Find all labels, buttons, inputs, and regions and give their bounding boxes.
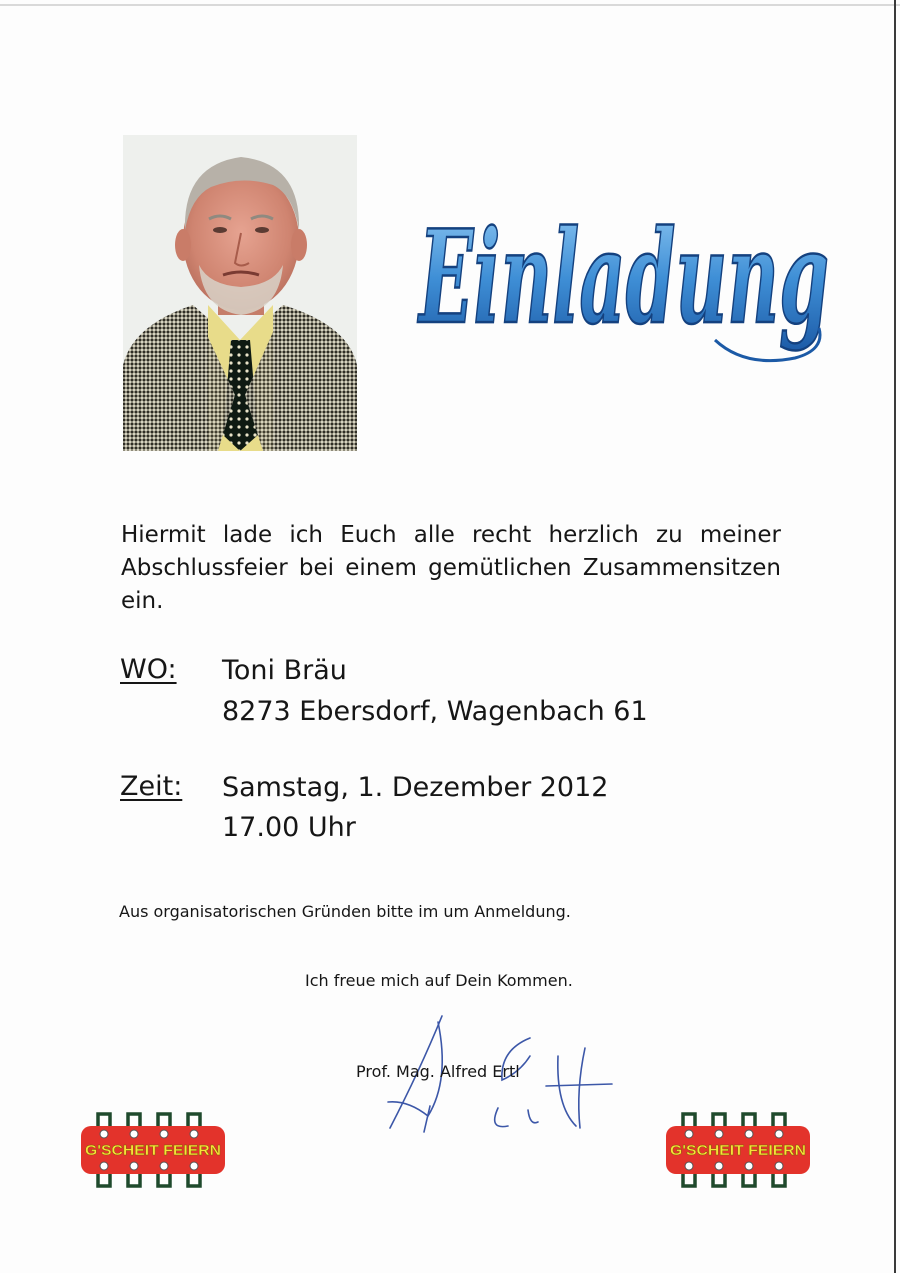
sender-name: Prof. Mag. Alfred Ertl <box>356 1062 520 1081</box>
invitation-title <box>415 190 835 370</box>
intro-text: Hiermit lade ich Euch alle recht herzlich zu meiner Abschlussfeier bei einem gemütlichen Zusammensitzen ein. <box>121 522 781 614</box>
time-line1: Samstag, 1. Dezember 2012 <box>222 772 609 803</box>
where-line1: Toni Bräu <box>222 655 347 686</box>
gscheit-feiern-logo-left <box>78 1110 228 1190</box>
logo-text-left: G'SCHEIT FEIERN <box>85 1142 221 1159</box>
gscheit-feiern-logo-right <box>663 1110 813 1190</box>
logo-text-right: G'SCHEIT FEIERN <box>670 1142 806 1159</box>
scan-edge-top <box>0 4 900 6</box>
closing-line: Ich freue mich auf Dein Kommen. <box>305 971 573 990</box>
portrait-photo <box>123 135 357 451</box>
where-label: WO: <box>120 654 177 685</box>
registration-note: Aus organisatorischen Gründen bitte im um Anmeldung. <box>119 902 571 921</box>
time-label: Zeit: <box>120 771 183 802</box>
title-text: Einladung <box>417 203 829 353</box>
where-line2: 8273 Ebersdorf, Wagenbach 61 <box>222 696 648 727</box>
time-line2: 17.00 Uhr <box>222 812 356 843</box>
scan-edge-right <box>894 0 896 1273</box>
